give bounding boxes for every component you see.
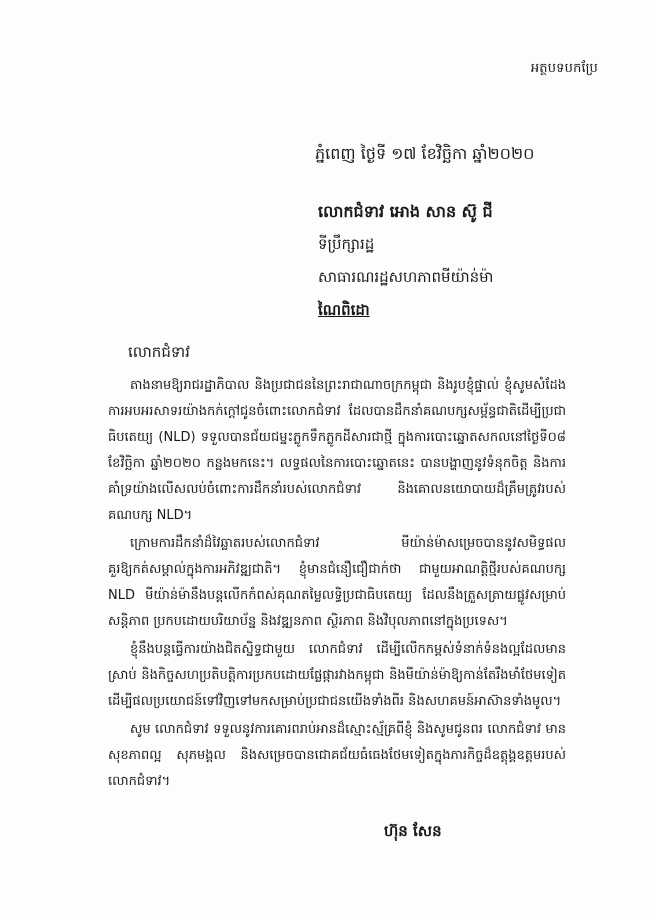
paragraph-closing: សូម លោកជំទាវ ទទួលនូវការគោរពរាប់អានដ៏ស្មោះស្ម័គ្រពីខ្ញុំ និងសូមជូនពរ លោកជំទាវ មានសុខភាពល្អ សុភមង្គល និងសម្រេចបានជោគជ័យធំធេងថែមទៀតក្នុងភារកិច្ចដ៏ឧត្តុង្គឧត្តមរបស់លោកជំទាវ។ (108, 722, 566, 789)
translation-note: អត្ថបទបកប្រែ (530, 61, 598, 76)
date-line: ភ្នំពេញ ថ្ងៃទី ១៧ ខែវិច្ឆិកា ឆ្នាំ២០២០ (315, 144, 535, 163)
recipient-block (318, 195, 493, 327)
paragraph-leadership: ក្រោមការដឹកនាំដ៏វៃឆ្លាតរបស់លោកជំទាវ មីយ៉ាន់ម៉ាសម្រេចបាននូវសមិទ្ធផលគួរឱ្យកត់សម្គាល់ក្នុងការអភិវឌ្ឍជាតិ។ ខ្ញុំមានជំនឿជឿជាក់ថា ជាមួយអាណត្តិថ្មីរបស់គណបក្ស NLD មីយ៉ាន់ម៉ានឹងបន្តលើកកំពស់គុណតម្លៃលទ្ធិប្រជាធិបតេយ្យ ដែលនឹងត្រួសត្រាយផ្លូវសម្រាប់សន្តិភាព ប្រកបដោយបរិយាប័ន្ន និងវឌ្ឍនភាព ស្ថិរភាព និងវិបុលភាពនៅក្នុងប្រទេស។ (108, 536, 566, 629)
recipient-location: ណៃពិដោ (318, 301, 370, 319)
paragraph-cooperation: ខ្ញុំនឹងបន្តធ្វើការយ៉ាងជិតស្និទ្ធជាមួយ លោកជំទាវ ដើម្បីលើកកម្ពស់ទំនាក់ទំនងល្អដែលមានស្រាប់ និងកិច្ចសហប្រតិបត្តិការប្រកបដោយផ្លែផ្ការវាងកម្ពុជា និងមីយ៉ាន់ម៉ាឱ្យកាន់តែរឹងមាំថែមទៀត ដើម្បីផលប្រយោជន៍ទៅវិញទៅមកសម្រាប់ប្រជាជនយើងទាំងពីរ និងសហគមន៍អាស៊ានទាំងមូល។ (108, 642, 566, 709)
recipient-title: ទីប្រឹក្សារដ្ឋ (318, 235, 375, 253)
salutation: លោកជំទាវ (128, 343, 190, 361)
signature-name: ហ៊ុន សែន (384, 822, 442, 840)
recipient-country: សាធារណរដ្ឋសហភាពមីយ៉ាន់ម៉ា (318, 268, 494, 286)
recipient-name: លោកជំទាវ អោង សាន ស៊ូ ជី (318, 202, 493, 221)
letter-body (108, 373, 566, 797)
paragraph-congratulations: តាងនាមឱ្យរាជរដ្ឋាភិបាល និងប្រជាជននៃព្រះរាជាណាចក្រកម្ពុជា និងរូបខ្ញុំផ្ទាល់ ខ្ញុំសូមសំដែងការអបអរសាទរយ៉ាងកក់ក្តៅជូនចំពោះលោកជំទាវ ដែលបានដឹកនាំគណបក្សសម្ព័ន្ធជាតិដើម្បីប្រជាធិបតេយ្យ (NLD) ទទួលបានជ័យជម្នះភ្លូកទឹកភ្លូកដីសារជាថ្មី ក្នុងការបោះឆ្នោតសកលនៅថ្ងៃទី០៨ ខែវិច្ឆិកា ឆ្នាំ២០២០ កន្លងមកនេះ។ លទ្ធផលនៃការបោះឆ្នោតនេះ បានបង្ហាញនូវទំនុកចិត្ត និងការគាំទ្រយ៉ាងលើសលប់ចំពោះការដឹកនាំរបស់លោកជំទាវ និងគោលនយោបាយដ៏ត្រឹមត្រូវរបស់គណបក្ស NLD។ (108, 378, 566, 523)
